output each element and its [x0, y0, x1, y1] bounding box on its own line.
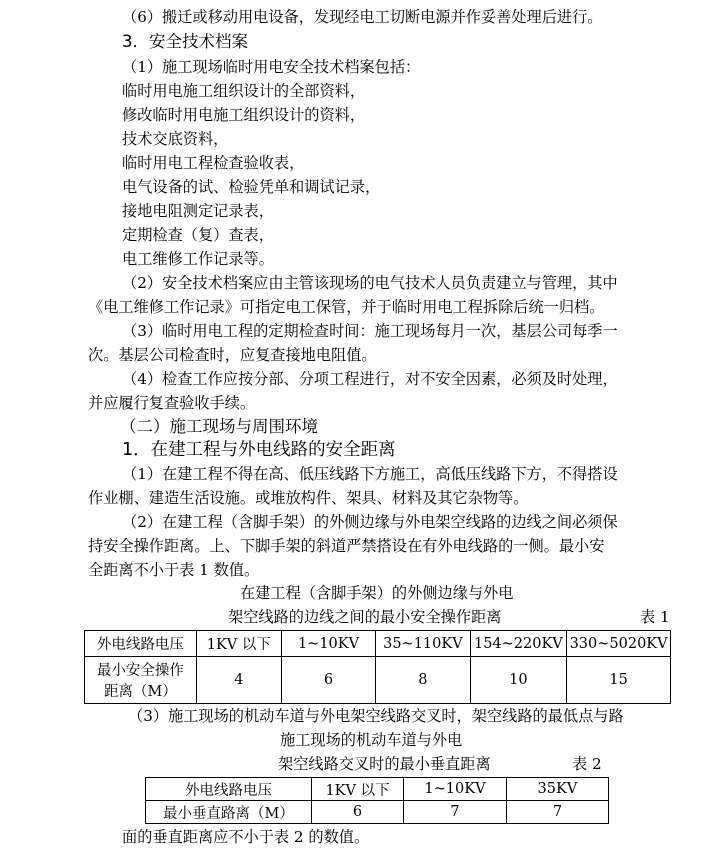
table1 — [84, 630, 671, 704]
table-row — [85, 657, 671, 704]
table-header-cell: 35KV — [506, 778, 608, 801]
table-cell: 6 — [311, 801, 403, 824]
table-header-cell: 35~110KV — [376, 631, 470, 657]
text-line: （3）临时用电工程的定期检查时间：施工现场每月一次，基层公司每季一 — [122, 322, 618, 340]
text-line: （2）安全技术档案应由主管该现场的电气技术人员负责建立与管理，其中 — [122, 274, 618, 292]
text-line: 并应履行复查验收手续。 — [88, 394, 256, 412]
table-header-cell: 外电线路电压 — [85, 631, 197, 657]
section-heading: 3．安全技术档案 — [122, 32, 248, 51]
table-cell: 6 — [281, 657, 375, 704]
table-row-label — [85, 657, 197, 704]
text-line: 《电工维修工作记录》可指定电工保管，并于临时用电工程拆除后统一归档。 — [88, 298, 605, 316]
list-item: 技术交底资料， — [122, 130, 229, 148]
table2-label: 表 2 — [572, 755, 602, 773]
list-item: 电工维修工作记录等。 — [122, 250, 274, 268]
table-header-cell: 1KV 以下 — [311, 778, 403, 801]
table-row-label: 最小垂直路离（M） — [146, 801, 312, 824]
text-line: 全距离不小于表 1 数值。 — [88, 561, 260, 579]
text-line: 次。基层公司检查时，应复查接地电阻值。 — [88, 346, 377, 364]
text-line: （1）施工现场临时用电安全技术档案包括： — [122, 58, 421, 76]
table1-caption-line1: 在建工程（含脚手架）的外侧边缘与外电 — [240, 584, 514, 602]
table2-caption-line1: 施工现场的机动车道与外电 — [280, 731, 463, 749]
text-line: （2）在建工程（含脚手架）的外侧边缘与外电架空线路的边线之间必须保 — [122, 513, 618, 531]
table-row — [146, 801, 609, 824]
text-line: （4）检查工作应按分部、分项工程进行，对不安全因素，必须及时处理， — [122, 370, 618, 388]
text-line: （1）在建工程不得在高、低压线路下方施工，高低压线路下方，不得搭设 — [122, 465, 618, 483]
text-line: 作业棚、建造生活设施。或堆放构件、架具、材料及其它杂物等。 — [88, 489, 529, 507]
table-header-cell: 154~220KV — [470, 631, 567, 657]
table-header-cell: 1KV 以下 — [196, 631, 281, 657]
section-heading: （二）施工现场与周围环境 — [120, 417, 318, 436]
text-line: （3）施工现场的机动车道与外电架空线路交叉时，架空线路的最低点与路 — [128, 707, 624, 725]
table-cell: 7 — [506, 801, 608, 824]
row-label-line2: 距离（M） — [103, 684, 177, 700]
table-header-cell: 外电线路电压 — [146, 778, 312, 801]
text-line: （6）搬迁或移动用电设备，发现经电工切断电源并作妥善处理后进行。 — [122, 8, 603, 26]
table-header-row — [146, 778, 609, 801]
table-header-cell: 1~10KV — [404, 778, 507, 801]
table-header-row — [85, 631, 671, 657]
table2-caption-line2: 架空线路交叉时的最小垂直距离 — [278, 755, 491, 773]
table2 — [145, 777, 609, 824]
list-item: 电气设备的试、检验凭单和调试记录， — [122, 178, 381, 196]
table-cell: 4 — [196, 657, 281, 704]
list-item: 修改临时用电施工组织设计的资料， — [122, 106, 365, 124]
table-header-cell: 330~5020KV — [567, 631, 671, 657]
table-cell: 15 — [567, 657, 671, 704]
table-cell: 8 — [376, 657, 470, 704]
table-header-cell: 1~10KV — [281, 631, 375, 657]
list-item: 临时用电施工组织设计的全部资料， — [122, 82, 365, 100]
text-line: 面的垂直距离应不小于表 2 的数值。 — [122, 828, 370, 846]
text-line: 持安全操作距离。上、下脚手架的斜道严禁搭设在有外电线路的一侧。最小安 — [88, 537, 605, 555]
list-item: 接地电阻测定记录表， — [122, 202, 274, 220]
subsection-heading: 1．在建工程与外电线路的安全距离 — [122, 440, 396, 460]
table-cell: 7 — [404, 801, 507, 824]
row-label-line1: 最小安全操作 — [96, 663, 184, 679]
table-cell: 10 — [470, 657, 567, 704]
list-item: 临时用电工程检查验收表， — [122, 154, 305, 172]
list-item: 定期检查（复）查表， — [122, 226, 274, 244]
table1-caption-line2: 架空线路的边线之间的最小安全操作距离 — [228, 608, 502, 626]
table1-label: 表 1 — [640, 608, 670, 626]
